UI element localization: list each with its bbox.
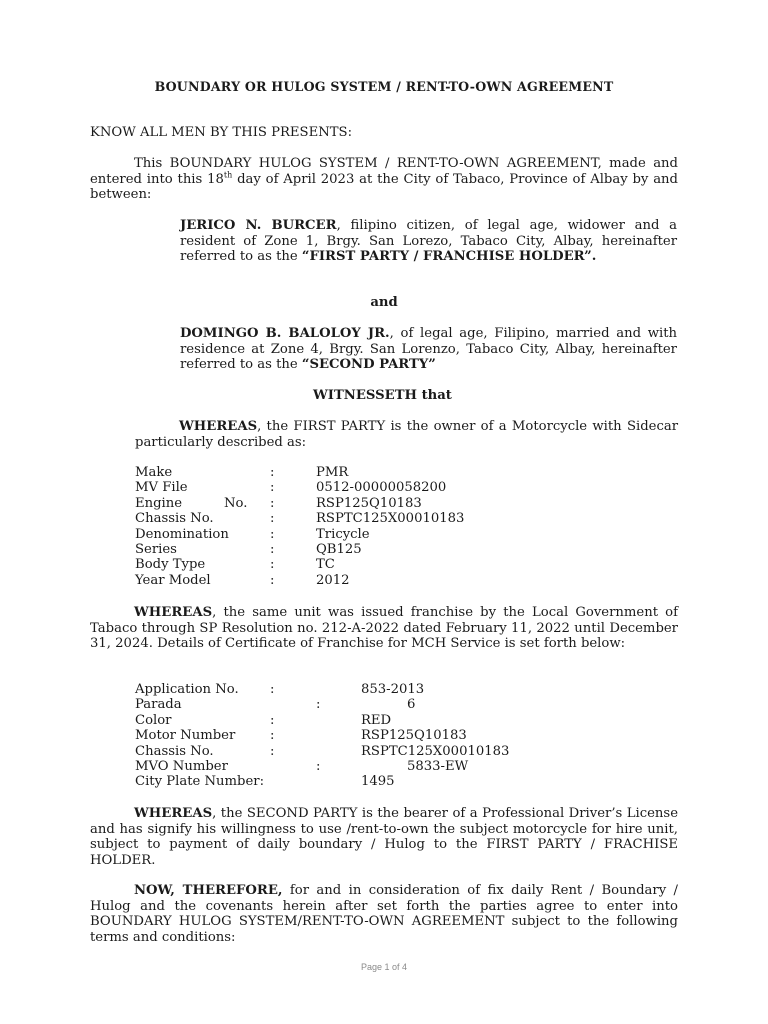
- whereas-1-text: , the FIRST PARTY is the owner of a Motorcycle with Sidecar particularly described as:: [135, 419, 678, 450]
- second-party-paragraph: [180, 326, 677, 373]
- witnesseth-heading: WITNESSETH that: [313, 388, 452, 403]
- whereas-3-paragraph: [90, 806, 678, 868]
- first-party-text: , filipino citizen, of legal age, widower and a resident of Zone 1, Brgy. San Lorezo, Tabaco City, Albay, hereinafter referred to as the: [180, 218, 678, 265]
- now-therefore-paragraph: [90, 883, 678, 945]
- whereas-3-lead: WHEREAS: [134, 806, 213, 821]
- first-party-designation: “FIRST PARTY / FRANCHISE HOLDER”.: [301, 249, 597, 265]
- now-therefore-lead: NOW, THEREFORE,: [134, 883, 283, 898]
- whereas-2-paragraph: [90, 605, 678, 652]
- whereas-2-text: , the same unit was issued franchise by the Local Government of Tabaco through SP Resolution no. 212-A-2022 dated February 11, 2022 until December 31, 2024. Details of Certificate of Franchise for MCH Service is set forth below:: [90, 605, 678, 652]
- second-party-name: DOMINGO B. BALOLOY JR.: [180, 326, 390, 341]
- intro-paragraph: [90, 156, 678, 203]
- page-number-footer: Page 1 of 4: [360, 962, 408, 972]
- whereas-1-lead: WHEREAS: [179, 419, 258, 434]
- now-therefore-text: for and in consideration of fix daily Rent / Boundary / Hulog and the covenants herein after set forth the parties agree to enter into BOUNDARY HULOG SYSTEM/RENT-TO-OWN AGREEMENT subject to the following terms and conditions:: [90, 883, 678, 945]
- document-title: BOUNDARY OR HULOG SYSTEM / RENT-TO-OWN AGREEMENT: [154, 79, 614, 94]
- document-page: BOUNDARY OR HULOG SYSTEM / RENT-TO-OWN AGREEMENT KNOW ALL MEN BY THIS PRESENTS: This BOUNDARY HULOG SYSTEM / RENT-TO-OWN AGREEMENT, made and entered into this 18th day of April 2023 at the City of Tabaco, Province of Albay by and between: JERICO N. BURCER, filipino citizen, of legal age, widower and a resident of Zone 1, Brgy. San Lorezo, Tabaco City, Albay, hereinafter referred to as the “FIRST PARTY / FRANCHISE HOLDER”. and DOMINGO B. BALOLOY JR., of legal age, Filipino, married and with residence at Zone 4, Brgy. San Lorenzo, Tabaco City, Albay, hereinafter referred to as the “SECOND PARTY” WITNESSETH that WHEREAS, the FIRST PARTY is the owner of a Motorcycle with Sidecar particularly described as: Make : PMR MV File : 0512-00000058200 Engine No. : RSP125Q10183 Chassis No. : RSPTC125X00010183 Denomination : Tricycle Series : QB125 Body Type : TC Year Model : 2012 WHEREAS, the same unit was issued franchise by the Local Government of Tabaco through SP Resolution no. 212-A-2022 dated February 11, 2022 until December 31, 2024. Details of Certificate of Franchise for MCH Service is set forth below: Application No. : 853-2013 Parada : 6 Color : RED Motor Number : RSP125Q10183 Chassis No. : RSPTC125X00010183 MVO Number : 5833-EW City Plate Number: 1495 WHEREAS, the SECOND PARTY is the bearer of a Professional Driver’s License and has signify his willingness to use /rent-to-own the subject motorcycle for hire unit, subject to payment of daily boundary / Hulog to the FIRST PARTY / FRACHISE HOLDER. NOW, THEREFORE, for and in consideration of fix daily Rent / Boundary / Hulog and the covenants herein after set forth the parties agree to enter into BOUNDARY HULOG SYSTEM/RENT-TO-OWN AGREEMENT subject to the following terms and conditions: Page 1 of 4: [0, 0, 768, 1024]
- intro-text-a: This BOUNDARY HULOG SYSTEM / RENT-TO-OWN AGREEMENT, made and entered into this 18: [90, 156, 678, 187]
- second-party-designation: “SECOND PARTY”: [301, 357, 436, 373]
- opening-line: KNOW ALL MEN BY THIS PRESENTS:: [90, 125, 353, 140]
- intro-text-b: day of April 2023 at the City of Tabaco, Province of Albay by and between:: [90, 171, 678, 203]
- and-separator: and: [370, 295, 398, 310]
- whereas-1-paragraph: [135, 419, 678, 450]
- first-party-name: JERICO N. BURCER: [180, 218, 337, 233]
- whereas-2-lead: WHEREAS: [134, 605, 213, 620]
- intro-superscript: th: [223, 170, 233, 180]
- second-party-text: , of legal age, Filipino, married and with residence at Zone 4, Brgy. San Lorenzo, Tabaco City, Albay, hereinafter referred to as the: [180, 326, 678, 373]
- whereas-3-text: , the SECOND PARTY is the bearer of a Professional Driver’s License and has signify his willingness to use /rent-to-own the subject motorcycle for hire unit, subject to payment of daily boundary / Hulog to the FIRST PARTY / FRACHISE HOLDER.: [90, 806, 678, 868]
- first-party-paragraph: [180, 218, 677, 265]
